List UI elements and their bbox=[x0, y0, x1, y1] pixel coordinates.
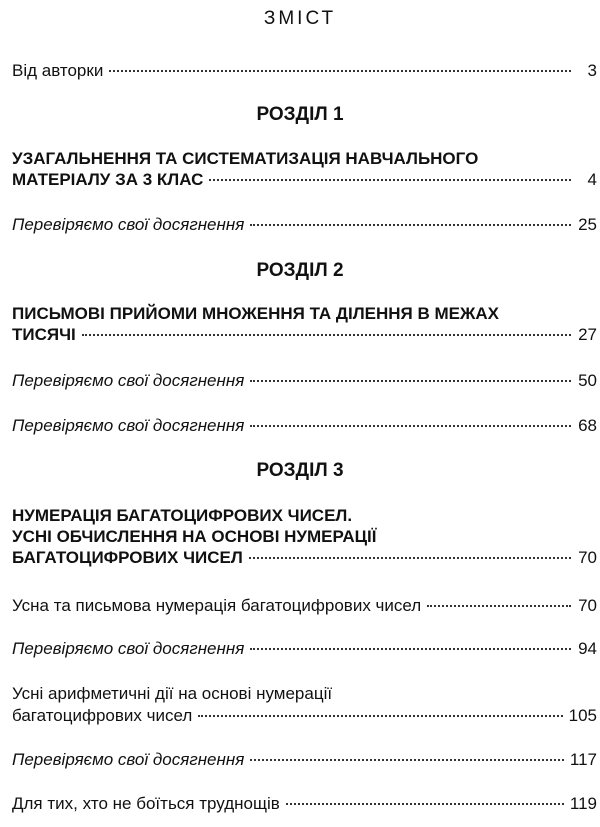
section-heading-3[interactable] bbox=[12, 505, 597, 568]
toc-entry-label: Усні арифметичні дії на основі нумерації bbox=[12, 684, 333, 703]
toc-entry-multiline[interactable] bbox=[12, 683, 597, 727]
dot-leader bbox=[250, 759, 564, 761]
heading-line: ТИСЯЧІ bbox=[12, 325, 76, 344]
toc-entry-label: Перевіряємо свої досягнення bbox=[12, 750, 245, 769]
toc-page-number: 94 bbox=[578, 639, 597, 658]
toc-page-number: 119 bbox=[569, 794, 597, 813]
toc-entry-label: Перевіряємо свої досягнення bbox=[12, 416, 245, 435]
toc-entry-label: Усна та письмова нумерація багатоцифрових чисел bbox=[12, 596, 422, 615]
toc-entry-label: Перевіряємо свої досягнення bbox=[12, 639, 245, 658]
heading-line: НУМЕРАЦІЯ БАГАТОЦИФРОВИХ ЧИСЕЛ. bbox=[12, 506, 353, 525]
toc-page-number: 27 bbox=[578, 325, 597, 344]
heading-line: МАТЕРІАЛУ ЗА 3 КЛАС bbox=[12, 170, 204, 189]
dot-leader bbox=[250, 648, 571, 650]
toc-entry[interactable] bbox=[12, 793, 597, 815]
dot-leader bbox=[286, 803, 564, 805]
toc-entry[interactable] bbox=[12, 749, 597, 771]
toc-entry[interactable] bbox=[12, 370, 597, 392]
heading-line: УЗАГАЛЬНЕННЯ ТА СИСТЕМАТИЗАЦІЯ НАВЧАЛЬНОГО bbox=[12, 149, 479, 168]
toc-entry[interactable] bbox=[12, 415, 597, 437]
heading-line: ПИСЬМОВІ ПРИЙОМИ МНОЖЕННЯ ТА ДІЛЕННЯ В МЕЖАХ bbox=[12, 304, 499, 323]
section-heading-1[interactable] bbox=[12, 148, 597, 190]
dot-leader bbox=[250, 380, 571, 382]
toc-entry-label: Від авторки bbox=[12, 61, 104, 80]
heading-line: БАГАТОЦИФРОВИХ ЧИСЕЛ bbox=[12, 548, 243, 567]
toc-page-number: 68 bbox=[578, 416, 597, 435]
toc-entry-label: Перевіряємо свої досягнення bbox=[12, 215, 245, 234]
toc-page-number: 117 bbox=[569, 750, 597, 769]
dot-leader bbox=[250, 224, 571, 226]
toc-entry[interactable] bbox=[12, 595, 597, 617]
dot-leader bbox=[427, 605, 571, 607]
toc-entry-intro[interactable] bbox=[12, 60, 597, 82]
toc-entry-label: Для тих, хто не боїться труднощів bbox=[12, 794, 280, 813]
toc-entry-label: Перевіряємо свої досягнення bbox=[12, 371, 245, 390]
dot-leader bbox=[198, 715, 562, 717]
toc-entry-label: багатоцифрових чисел bbox=[12, 706, 193, 725]
section-title-1: РОЗДІЛ 1 bbox=[256, 104, 344, 125]
section-title-3: РОЗДІЛ 3 bbox=[256, 460, 344, 481]
toc-page-number: 70 bbox=[578, 596, 597, 615]
dot-leader bbox=[250, 425, 571, 427]
toc-entry[interactable] bbox=[12, 214, 597, 236]
toc-page-number: 50 bbox=[578, 371, 597, 390]
dot-leader bbox=[109, 70, 571, 72]
toc-page-number: 25 bbox=[578, 215, 597, 234]
toc-page-number: 105 bbox=[568, 706, 597, 725]
heading-line: УСНІ ОБЧИСЛЕННЯ НА ОСНОВІ НУМЕРАЦІЇ bbox=[12, 527, 377, 546]
toc-entry[interactable] bbox=[12, 638, 597, 660]
dot-leader bbox=[82, 334, 571, 336]
dot-leader bbox=[209, 179, 571, 181]
toc-page-number: 4 bbox=[587, 170, 597, 189]
section-title-2: РОЗДІЛ 2 bbox=[256, 260, 344, 281]
toc-page-number: 70 bbox=[578, 548, 597, 567]
dot-leader bbox=[249, 557, 571, 559]
section-heading-2[interactable] bbox=[12, 303, 597, 345]
toc-page-number: 3 bbox=[587, 61, 597, 80]
page-title: ЗМІСТ bbox=[263, 8, 337, 29]
